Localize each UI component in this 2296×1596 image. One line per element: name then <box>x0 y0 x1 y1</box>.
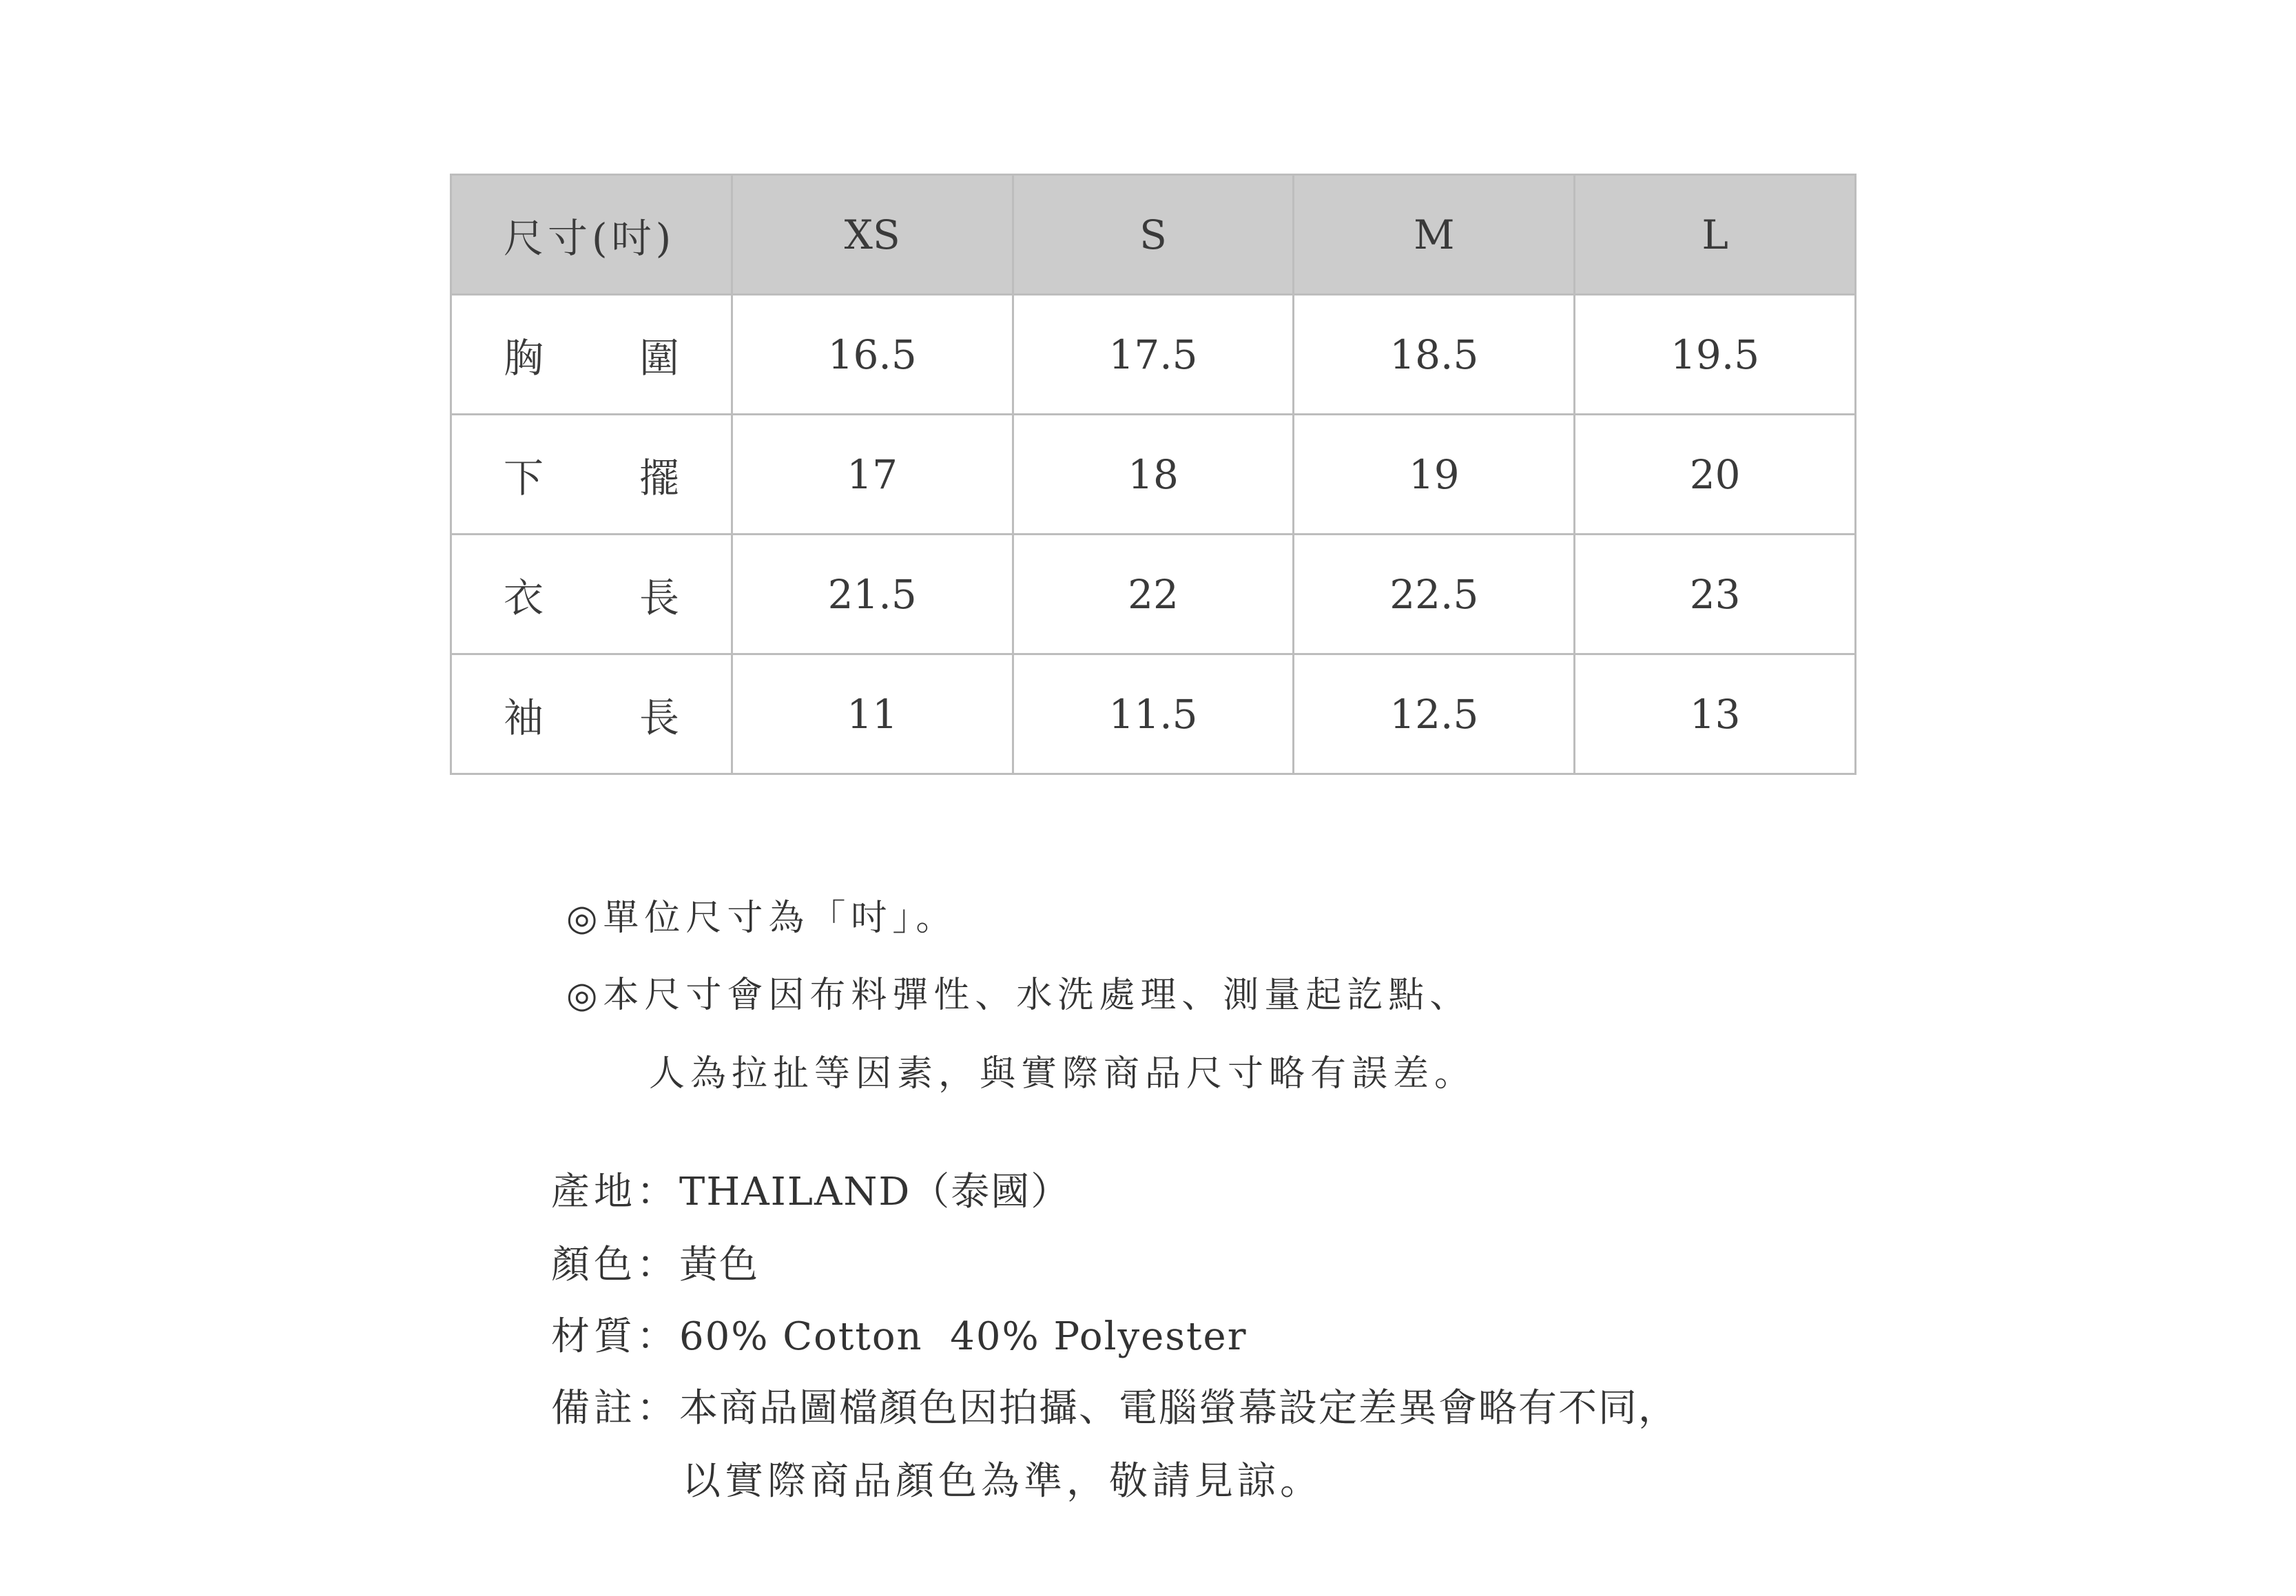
table-row-sleeve <box>451 654 1856 774</box>
spec-material <box>551 1306 1247 1361</box>
table-cell: 22.5 <box>1294 535 1575 654</box>
header-size-m: M <box>1294 175 1575 295</box>
row-label: 下 擺 <box>451 415 732 535</box>
table-cell: 18.5 <box>1294 295 1575 415</box>
row-label: 胸 圍 <box>451 295 732 415</box>
spec-remark-label: 備註： <box>551 1386 679 1431</box>
row-label: 衣 長 <box>451 535 732 654</box>
row-label: 袖 長 <box>451 654 732 774</box>
spec-remark-value: 本商品圖檔顏色因拍攝、電腦螢幕設定差異會略有不同， <box>679 1386 1678 1431</box>
measurement-note-continued: 人為拉扯等因素，與實際商品尺寸略有誤差。 <box>649 1053 1476 1095</box>
table-cell: 23 <box>1575 535 1856 654</box>
measurement-note: ◎本尺寸會因布料彈性、水洗處理、測量起訖點、 <box>566 975 1471 1016</box>
table-row-chest <box>451 295 1856 415</box>
spec-origin <box>551 1161 1071 1216</box>
table-cell: 12.5 <box>1294 654 1575 774</box>
header-size-xs: XS <box>732 175 1013 295</box>
table-cell: 11.5 <box>1013 654 1294 774</box>
table-cell: 19.5 <box>1575 295 1856 415</box>
table-cell: 11 <box>732 654 1013 774</box>
spec-color-value: 黃色 <box>679 1243 759 1287</box>
size-chart-table <box>450 174 1857 775</box>
table-row-hem <box>451 415 1856 535</box>
table-cell: 20 <box>1575 415 1856 535</box>
spec-material-label: 材質： <box>551 1314 679 1359</box>
spec-origin-label: 產地： <box>551 1170 679 1214</box>
table-header-row <box>451 175 1856 295</box>
header-size-l: L <box>1575 175 1856 295</box>
table-cell: 17.5 <box>1013 295 1294 415</box>
spec-material-value: 60% Cotton 40% Polyester <box>679 1314 1248 1359</box>
unit-note: ◎單位尺寸為「吋」。 <box>566 898 958 939</box>
spec-remark-continued: 以實際商品顏色為準，敬請見諒。 <box>682 1459 1323 1504</box>
spec-origin-value: THAILAND（泰國） <box>679 1170 1071 1214</box>
header-size-s: S <box>1013 175 1294 295</box>
table-row-length <box>451 535 1856 654</box>
table-cell: 13 <box>1575 654 1856 774</box>
table-cell: 17 <box>732 415 1013 535</box>
table-cell: 19 <box>1294 415 1575 535</box>
header-size-unit: 尺寸(吋) <box>451 175 732 295</box>
spec-remark <box>551 1378 1678 1433</box>
spec-color-label: 顏色： <box>551 1243 679 1287</box>
table-cell: 22 <box>1013 535 1294 654</box>
table-cell: 16.5 <box>732 295 1013 415</box>
table-cell: 21.5 <box>732 535 1013 654</box>
table-cell: 18 <box>1013 415 1294 535</box>
spec-color <box>551 1234 759 1289</box>
